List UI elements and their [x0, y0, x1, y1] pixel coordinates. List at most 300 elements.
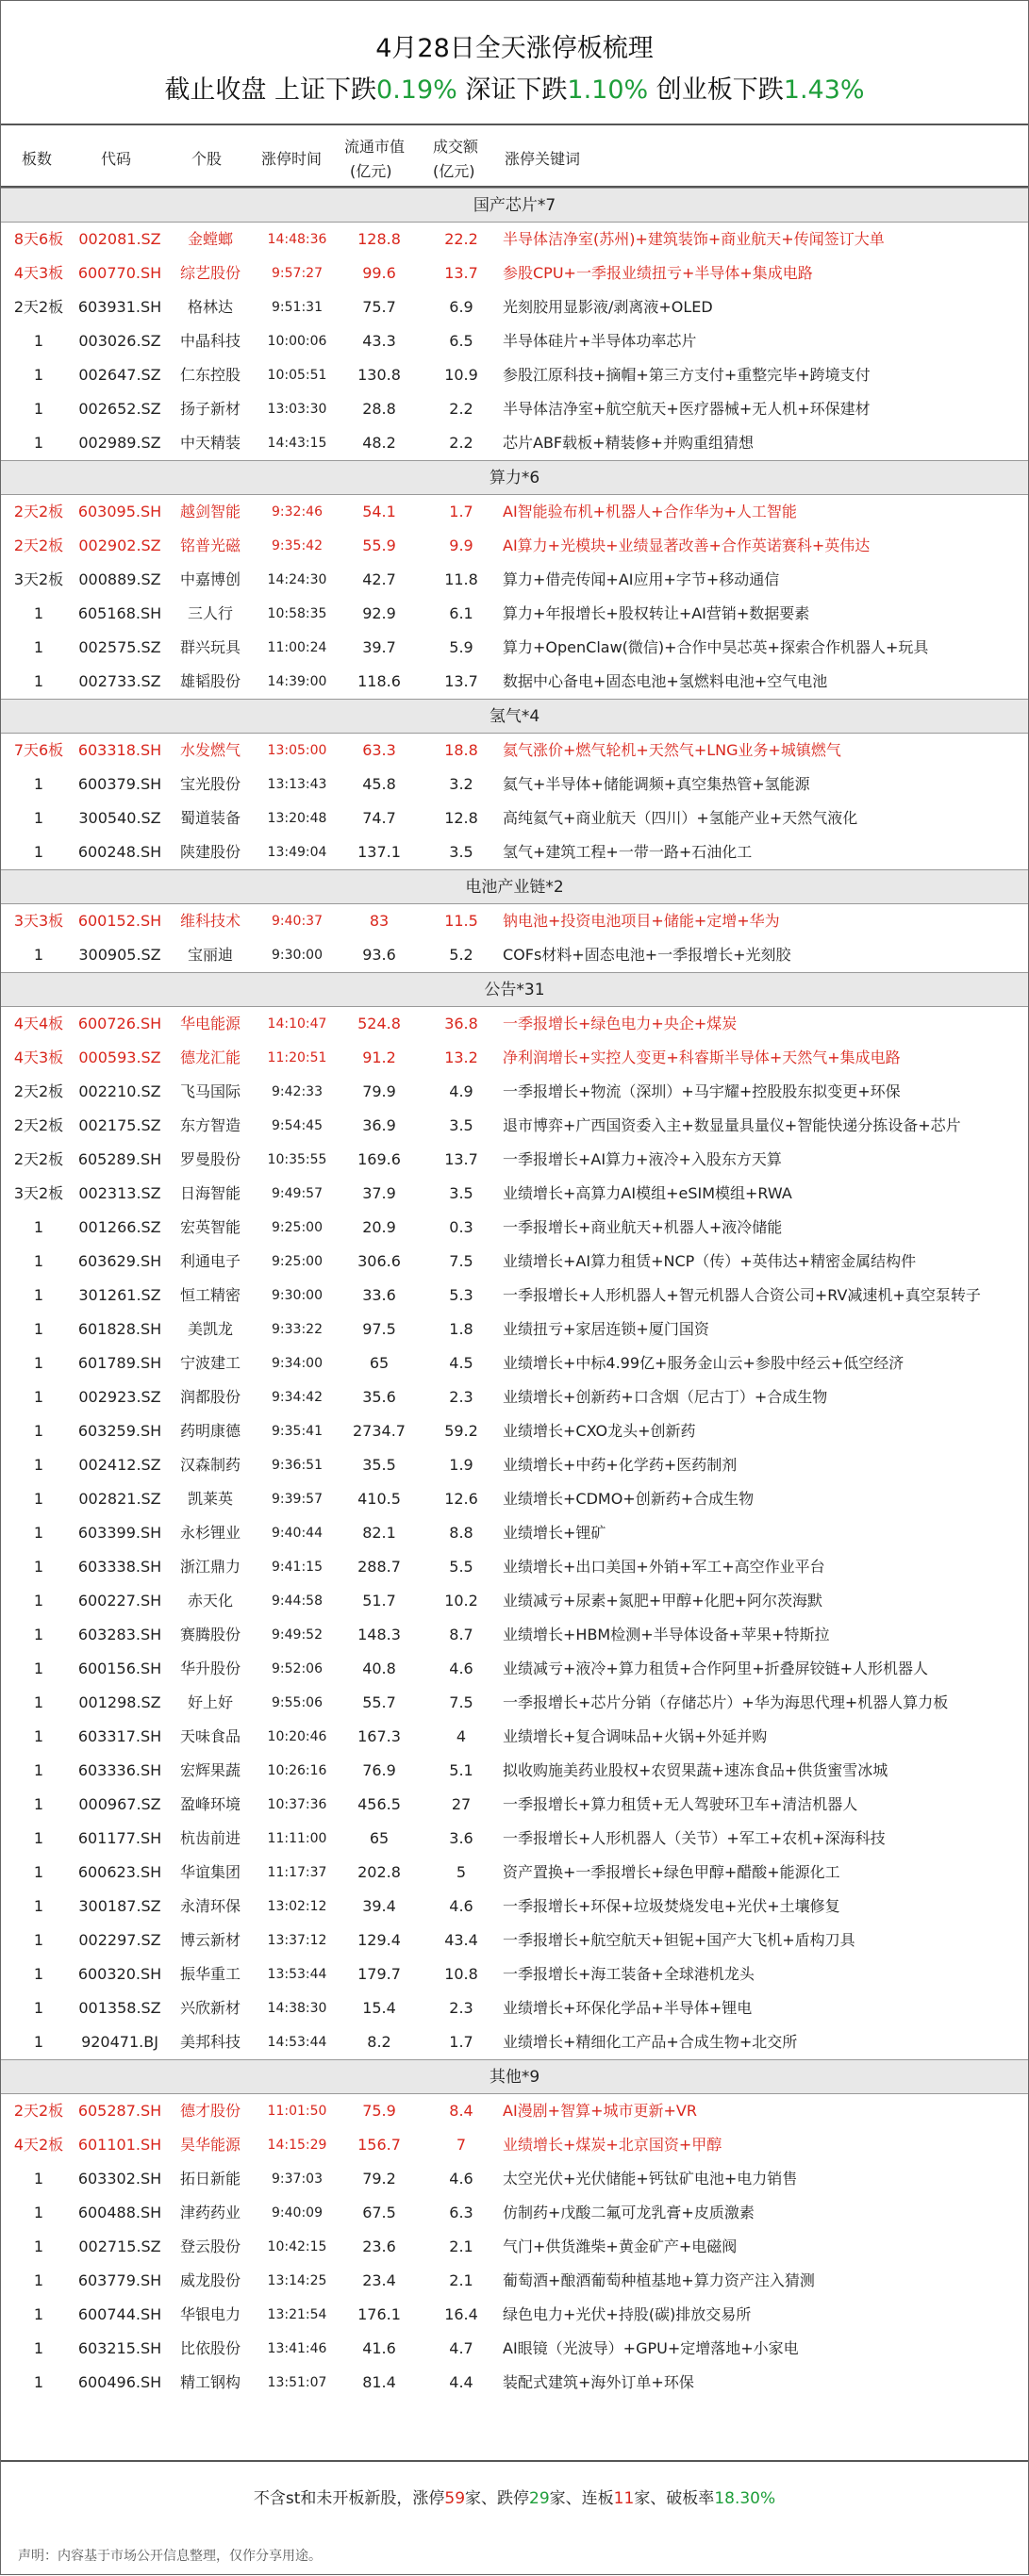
cell-board: 1 [33, 1693, 44, 1711]
cell-board: 2天2板 [13, 298, 64, 316]
cell-time: 14:24:30 [267, 572, 327, 587]
cell-kw: 一季报增长+人形机器人+智元机器人合资公司+RV减速机+真空泵转子 [503, 1286, 981, 1304]
cell-cap: 55.9 [362, 537, 396, 554]
cell-board: 1 [33, 1388, 44, 1406]
table-row [1, 1211, 1028, 1245]
cell-name: 赤天化 [187, 1592, 233, 1610]
cell-code: 002575.SZ [78, 638, 161, 656]
cell-board: 1 [33, 1592, 44, 1610]
cell-code: 002297.SZ [78, 1931, 161, 1949]
cell-amt: 3.5 [449, 1116, 473, 1134]
cell-kw: 一季报增长+芯片分销（存储芯片）+华为海思代理+机器人算力板 [503, 1693, 949, 1711]
cell-time: 9:34:00 [272, 1356, 323, 1371]
cell-code: 600623.SH [77, 1863, 162, 1881]
cell-time: 9:32:46 [272, 504, 323, 520]
cell-kw: 一季报增长+航空航天+钽铌+国产大飞机+盾构刀具 [503, 1931, 855, 1949]
cell-board: 7天6板 [13, 741, 64, 759]
cell-cap: 99.6 [362, 264, 396, 282]
cell-time: 9:41:15 [272, 1560, 323, 1575]
cell-board: 1 [33, 2204, 44, 2221]
cell-name: 比依股份 [179, 2339, 241, 2357]
cell-kw: 一季报增长+环保+垃圾焚烧发电+光伏+土壤修复 [503, 1897, 840, 1915]
szse-change: 1.10% [567, 75, 649, 105]
cell-code: 001358.SZ [78, 1999, 161, 2017]
cell-kw: 算力+年报增长+股权转让+AI营销+数据要素 [503, 604, 810, 622]
table-row [1, 1754, 1028, 1788]
cell-kw: 业绩增长+AI算力租赁+NCP（传）+英伟达+精密金属结构件 [503, 1252, 917, 1270]
cell-amt: 4.7 [449, 2339, 473, 2357]
cell-board: 1 [33, 1490, 44, 1508]
cell-kw: 业绩增长+锂矿 [503, 1524, 606, 1542]
cell-board: 1 [33, 604, 44, 622]
cell-amt: 10.8 [444, 1965, 478, 1983]
cell-board: 3天2板 [13, 570, 64, 588]
cell-code: 603336.SH [77, 1761, 162, 1779]
cell-amt: 2.3 [449, 1388, 473, 1406]
table-row [1, 1279, 1028, 1313]
cell-amt: 7.5 [449, 1693, 473, 1711]
table-row [1, 1380, 1028, 1414]
cell-code: 600496.SH [77, 2373, 162, 2391]
disclaimer: 声明：内容基于市场公开信息整理，仅作分享用途。 [18, 2549, 322, 2564]
cell-kw: AI漫剧+智算+城市更新+VR [503, 2102, 697, 2120]
cell-cap: 63.3 [362, 741, 396, 759]
cell-board: 4天3板 [13, 1049, 64, 1066]
cell-name: 药明康德 [179, 1422, 241, 1440]
cell-board: 1 [33, 672, 44, 690]
cell-kw: 退市博弈+广西国资委入主+数显量具量仪+智能快递分拣设备+芯片 [503, 1116, 961, 1134]
table-row [1, 1957, 1028, 1991]
cell-time: 9:37:03 [272, 2171, 323, 2187]
cell-kw: 业绩增长+HBM检测+半导体设备+苹果+特斯拉 [503, 1626, 830, 1643]
cell-kw: 葡萄酒+酿酒葡萄种植基地+算力资产注入猜测 [503, 2271, 815, 2289]
footer [1, 2460, 1028, 2576]
table-row [1, 597, 1028, 631]
cell-cap: 67.5 [362, 2204, 396, 2221]
cell-time: 9:52:06 [272, 1661, 323, 1676]
table-row [1, 1890, 1028, 1924]
cell-kw: 业绩增长+出口美国+外销+军工+高空作业平台 [503, 1558, 825, 1576]
table-row [1, 223, 1028, 256]
stats-text: 家、跌停 [465, 2489, 530, 2508]
cell-board: 1 [33, 809, 44, 827]
table-row [1, 426, 1028, 460]
cell-name: 盈峰环境 [179, 1795, 241, 1813]
cell-time: 11:20:51 [267, 1050, 327, 1065]
col-amount-unit: (亿元) [433, 162, 475, 180]
cell-amt: 2.1 [449, 2237, 473, 2255]
cell-cap: 55.7 [362, 1693, 396, 1711]
table-row [1, 1991, 1028, 2025]
cell-time: 10:42:15 [267, 2239, 327, 2254]
cell-cap: 36.9 [362, 1116, 396, 1134]
sse-change: 0.19% [376, 75, 457, 105]
table-row [1, 631, 1028, 665]
cell-name: 越剑智能 [179, 503, 241, 520]
cell-time: 10:37:36 [267, 1797, 327, 1812]
cell-kw: 业绩增长+创新药+口含烟（尼古丁）+合成生物 [503, 1388, 828, 1406]
cell-time: 9:25:00 [272, 1220, 323, 1235]
cell-kw: 算力+借壳传闻+AI应用+字节+移动通信 [503, 570, 780, 588]
cell-board: 1 [33, 1660, 44, 1677]
cell-time: 9:54:45 [272, 1118, 323, 1133]
cell-cap: 20.9 [362, 1218, 396, 1236]
cell-amt: 2.2 [449, 400, 473, 418]
section-header: 算力*6 [1, 460, 1028, 495]
cell-cap: 93.6 [362, 946, 396, 964]
cell-time: 9:44:58 [272, 1593, 323, 1609]
table-row [1, 529, 1028, 563]
page-title: 4月28日全天涨停板梳理 [375, 34, 654, 63]
cell-amt: 36.8 [444, 1015, 478, 1032]
cell-amt: 3.6 [449, 1829, 473, 1847]
index-summary [1, 69, 1028, 106]
table-row [1, 1177, 1028, 1211]
cell-name: 格林达 [187, 298, 233, 316]
cell-amt: 4.5 [449, 1354, 473, 1372]
cell-time: 9:36:51 [272, 1458, 323, 1473]
cell-name: 兴欣新材 [179, 1999, 241, 2017]
cell-cap: 35.5 [362, 1456, 396, 1474]
cell-time: 14:53:44 [267, 2035, 327, 2050]
cell-board: 2天2板 [13, 503, 64, 520]
cell-amt: 7 [456, 2136, 467, 2154]
cell-code: 600379.SH [77, 775, 162, 793]
cell-name: 扬子新材 [179, 400, 241, 418]
table-row [1, 290, 1028, 324]
cell-name: 润都股份 [179, 1388, 241, 1406]
stock-table [1, 188, 1028, 2400]
cell-name: 东方智造 [179, 1116, 241, 1134]
cell-kw: 净利润增长+实控人变更+科睿斯半导体+天然气+集成电路 [503, 1049, 901, 1066]
table-row [1, 768, 1028, 801]
table-row [1, 1007, 1028, 1041]
cell-board: 1 [33, 2339, 44, 2357]
col-keywords: 涨停关键词 [505, 150, 581, 168]
cell-name: 飞马国际 [179, 1082, 241, 1100]
cell-code: 603338.SH [77, 1558, 162, 1576]
cell-name: 杭齿前进 [179, 1829, 241, 1847]
cell-board: 1 [33, 2305, 44, 2323]
cell-kw: 光刻胶用显影液/剥离液+OLED [503, 298, 713, 316]
cell-time: 9:25:00 [272, 1254, 323, 1269]
cell-board: 2天2板 [13, 1116, 64, 1134]
cell-name: 昊华能源 [179, 2136, 241, 2154]
cell-time: 9:42:33 [272, 1084, 323, 1099]
cell-time: 10:58:35 [267, 606, 327, 621]
cell-kw: 装配式建筑+海外订单+环保 [503, 2373, 694, 2391]
cell-amt: 13.2 [444, 1049, 478, 1066]
table-row [1, 358, 1028, 392]
cell-cap: 83 [369, 912, 390, 930]
cell-cap: 45.8 [362, 775, 396, 793]
cell-name: 永杉锂业 [179, 1524, 241, 1542]
cell-kw: AI眼镜（光波导）+GPU+定增落地+小家电 [503, 2339, 799, 2357]
cell-kw: 业绩增长+复合调味品+火锅+外延并购 [503, 1727, 768, 1745]
cell-code: 600152.SH [77, 912, 162, 930]
cell-board: 1 [33, 638, 44, 656]
cell-code: 002923.SZ [78, 1388, 161, 1406]
cell-code: 000967.SZ [78, 1795, 161, 1813]
cell-kw: 业绩增长+煤炭+北京国资+甲醇 [503, 2136, 722, 2154]
cell-kw: 业绩减亏+液冷+算力租赁+合作阿里+折叠屏铰链+人形机器人 [503, 1660, 929, 1677]
table-row [1, 904, 1028, 938]
table-row [1, 1346, 1028, 1380]
cell-name: 恒工精密 [179, 1286, 241, 1304]
cell-amt: 13.7 [444, 1150, 478, 1168]
cell-code: 601101.SH [77, 2136, 162, 2154]
cell-cap: 39.7 [362, 638, 396, 656]
col-amount: 成交额 [433, 138, 479, 156]
table-row [1, 1856, 1028, 1890]
cell-board: 1 [33, 1931, 44, 1949]
cell-name: 振华重工 [179, 1965, 241, 1983]
cell-cap: 179.7 [357, 1965, 401, 1983]
cell-board: 2天2板 [13, 2102, 64, 2120]
cell-time: 13:37:12 [267, 1933, 327, 1948]
cell-kw: 业绩增长+精细化工产品+合成生物+北交所 [503, 2033, 798, 2051]
cell-board: 4天4板 [13, 1015, 64, 1032]
cell-cap: 41.6 [362, 2339, 396, 2357]
cell-code: 002175.SZ [78, 1116, 161, 1134]
cell-board: 1 [33, 1218, 44, 1236]
cell-amt: 10.9 [444, 366, 478, 384]
cell-name: 华谊集团 [179, 1863, 241, 1881]
cell-amt: 5.3 [449, 1286, 473, 1304]
cell-cap: 82.1 [362, 1524, 396, 1542]
cell-kw: 绿色电力+光伏+持股(碳)排放交易所 [503, 2305, 752, 2323]
cell-code: 002652.SZ [78, 400, 161, 418]
cell-time: 9:55:06 [272, 1695, 323, 1710]
section-header: 公告*31 [1, 972, 1028, 1007]
table-row [1, 2128, 1028, 2162]
market-stats [1, 2462, 1028, 2508]
cell-time: 13:02:12 [267, 1899, 327, 1914]
cell-cap: 75.7 [362, 298, 396, 316]
cell-cap: 130.8 [357, 366, 401, 384]
cell-name: 水发燃气 [179, 741, 241, 759]
section-header: 电池产业链*2 [1, 869, 1028, 904]
cell-kw: 业绩增长+CXO龙头+创新药 [503, 1422, 696, 1440]
cell-board: 1 [33, 1897, 44, 1915]
cell-board: 1 [33, 1727, 44, 1745]
cell-kw: 气门+供货潍柴+黄金矿产+电磁阀 [503, 2237, 738, 2255]
cell-board: 1 [33, 2170, 44, 2188]
table-row [1, 1245, 1028, 1279]
cell-kw: 钠电池+投资电池项目+储能+定增+华为 [503, 912, 780, 930]
cell-name: 德龙汇能 [179, 1049, 241, 1066]
cell-time: 14:39:00 [267, 674, 327, 689]
cell-code: 002715.SZ [78, 2237, 161, 2255]
cell-name: 华电能源 [179, 1015, 241, 1032]
cell-board: 1 [33, 1320, 44, 1338]
cell-kw: 业绩增长+CDMO+创新药+合成生物 [503, 1490, 755, 1508]
table-row [1, 1618, 1028, 1652]
table-row [1, 1720, 1028, 1754]
cell-kw: 高纯氦气+商业航天（四川）+氢能产业+天然气液化 [503, 809, 858, 827]
cell-kw: 氦气+半导体+储能调频+真空集热管+氢能源 [503, 775, 810, 793]
cell-time: 9:40:37 [272, 914, 323, 929]
table-row [1, 2025, 1028, 2059]
cell-cap: 97.5 [362, 1320, 396, 1338]
cell-cap: 128.8 [357, 230, 401, 248]
cell-time: 9:35:41 [272, 1424, 323, 1439]
cell-cap: 43.3 [362, 332, 396, 350]
cell-kw: 业绩增长+高算力AI模组+eSIM模组+RWA [503, 1184, 792, 1202]
table-row [1, 1448, 1028, 1482]
cell-code: 603317.SH [77, 1727, 162, 1745]
table-row [1, 1584, 1028, 1618]
cell-kw: 氦气涨价+燃气轮机+天然气+LNG业务+城镇燃气 [503, 741, 841, 759]
cell-name: 华升股份 [179, 1660, 241, 1677]
cell-time: 13:53:44 [267, 1967, 327, 1982]
cell-cap: 75.9 [362, 2102, 396, 2120]
cell-board: 1 [33, 1354, 44, 1372]
cell-code: 600227.SH [77, 1592, 162, 1610]
cell-board: 1 [33, 2237, 44, 2255]
cell-name: 群兴玩具 [179, 638, 241, 656]
cell-code: 605287.SH [77, 2102, 162, 2120]
cell-kw: 业绩增长+中药+化学药+医药制剂 [503, 1456, 738, 1474]
cell-cap: 288.7 [357, 1558, 401, 1576]
cell-name: 永清环保 [179, 1897, 241, 1915]
streak-count: 11 [613, 2489, 635, 2508]
table-row [1, 2298, 1028, 2332]
cell-time: 9:39:57 [272, 1492, 323, 1507]
table-row [1, 1313, 1028, 1346]
cell-cap: 33.6 [362, 1286, 396, 1304]
cell-kw: 一季报增长+人形机器人（关节）+军工+农机+深海科技 [503, 1829, 886, 1847]
cell-cap: 167.3 [357, 1727, 401, 1745]
cell-time: 9:30:00 [272, 1288, 323, 1303]
cell-time: 13:13:43 [267, 777, 327, 792]
cell-amt: 1.7 [449, 2033, 473, 2051]
cell-board: 1 [33, 843, 44, 861]
cell-code: 601177.SH [77, 1829, 162, 1847]
cell-board: 1 [33, 1626, 44, 1643]
cell-code: 603399.SH [77, 1524, 162, 1542]
cell-cap: 23.4 [362, 2271, 396, 2289]
cell-amt: 7.5 [449, 1252, 473, 1270]
cell-board: 1 [33, 2373, 44, 2391]
cell-amt: 4.6 [449, 1897, 473, 1915]
cell-name: 凯莱英 [187, 1490, 233, 1508]
cell-time: 13:03:30 [267, 402, 327, 417]
cell-amt: 4.4 [449, 2373, 473, 2391]
cell-cap: 40.8 [362, 1660, 396, 1677]
cell-amt: 16.4 [444, 2305, 478, 2323]
cell-code: 002081.SZ [78, 230, 161, 248]
cell-name: 利通电子 [179, 1252, 241, 1270]
cell-amt: 27 [451, 1795, 472, 1813]
cell-name: 宁波建工 [179, 1354, 241, 1372]
cell-code: 002821.SZ [78, 1490, 161, 1508]
cell-name: 津药药业 [179, 2204, 241, 2221]
cell-cap: 524.8 [357, 1015, 401, 1032]
cell-name: 陕建股份 [179, 843, 241, 861]
cell-code: 603095.SH [77, 503, 162, 520]
cell-code: 603215.SH [77, 2339, 162, 2357]
table-row [1, 256, 1028, 290]
table-row [1, 2366, 1028, 2400]
cell-time: 11:01:50 [267, 2104, 327, 2119]
cell-kw: 半导体洁净室+航空航天+医疗器械+无人机+环保建材 [503, 400, 871, 418]
cell-amt: 11.5 [444, 912, 478, 930]
cell-code: 003026.SZ [78, 332, 161, 350]
cell-time: 10:00:06 [267, 334, 327, 349]
cell-cap: 129.4 [357, 1931, 401, 1949]
stats-text: 家、破板率 [634, 2489, 715, 2508]
cell-kw: 一季报增长+AI算力+液冷+入股东方天算 [503, 1150, 782, 1168]
cell-cap: 42.7 [362, 570, 396, 588]
cell-board: 3天2板 [13, 1184, 64, 1202]
cell-board: 1 [33, 366, 44, 384]
table-row [1, 2332, 1028, 2366]
cell-board: 1 [33, 1286, 44, 1304]
cell-time: 9:33:22 [272, 1322, 323, 1337]
cell-amt: 13.7 [444, 672, 478, 690]
cell-amt: 2.1 [449, 2271, 473, 2289]
break-rate: 18.30% [714, 2489, 776, 2508]
cell-time: 9:49:57 [272, 1186, 323, 1201]
cell-name: 赛腾股份 [179, 1626, 241, 1643]
cell-cap: 176.1 [357, 2305, 401, 2323]
col-board: 板数 [22, 150, 53, 168]
cell-cap: 48.2 [362, 434, 396, 452]
cell-board: 1 [33, 946, 44, 964]
cell-code: 002989.SZ [78, 434, 161, 452]
cell-cap: 118.6 [357, 672, 401, 690]
table-row [1, 392, 1028, 426]
cell-board: 3天3板 [13, 912, 64, 930]
table-row [1, 1822, 1028, 1856]
cell-code: 605168.SH [77, 604, 162, 622]
cell-time: 10:26:16 [267, 1763, 327, 1778]
cell-code: 603779.SH [77, 2271, 162, 2289]
table-row [1, 1788, 1028, 1822]
cell-code: 600248.SH [77, 843, 162, 861]
cell-kw: 参股CPU+一季报业绩扭亏+半导体+集成电路 [503, 264, 813, 282]
cell-time: 13:21:54 [267, 2307, 327, 2322]
cell-kw: 一季报增长+海工装备+全球港机龙头 [503, 1965, 755, 1983]
table-row [1, 2264, 1028, 2298]
cell-code: 002902.SZ [78, 537, 161, 554]
cell-kw: 资产置换+一季报增长+绿色甲醇+醋酸+能源化工 [503, 1863, 840, 1881]
cell-time: 9:34:42 [272, 1390, 323, 1405]
cell-cap: 91.2 [362, 1049, 396, 1066]
cell-cap: 65 [369, 1829, 390, 1847]
table-row [1, 1075, 1028, 1109]
cell-code: 603629.SH [77, 1252, 162, 1270]
cell-board: 1 [33, 1965, 44, 1983]
cell-amt: 11.8 [444, 570, 478, 588]
cell-code: 600726.SH [77, 1015, 162, 1032]
cell-kw: 氢气+建筑工程+一带一路+石油化工 [503, 843, 753, 861]
cell-time: 11:17:37 [267, 1865, 327, 1880]
cell-cap: 37.9 [362, 1184, 396, 1202]
cell-board: 1 [33, 1252, 44, 1270]
cell-amt: 4.9 [449, 1082, 473, 1100]
cell-kw: 半导体硅片+半导体功率芯片 [503, 332, 697, 350]
cell-name: 金螳螂 [187, 230, 233, 248]
cell-kw: 芯片ABF载板+精装修+并购重组猜想 [503, 434, 754, 452]
cell-amt: 5.5 [449, 1558, 473, 1576]
cell-time: 11:11:00 [267, 1831, 327, 1846]
cell-kw: 一季报增长+商业航天+机器人+液冷储能 [503, 1218, 783, 1236]
cell-code: 600320.SH [77, 1965, 162, 1983]
cell-amt: 4.6 [449, 2170, 473, 2188]
cell-code: 001266.SZ [78, 1218, 161, 1236]
